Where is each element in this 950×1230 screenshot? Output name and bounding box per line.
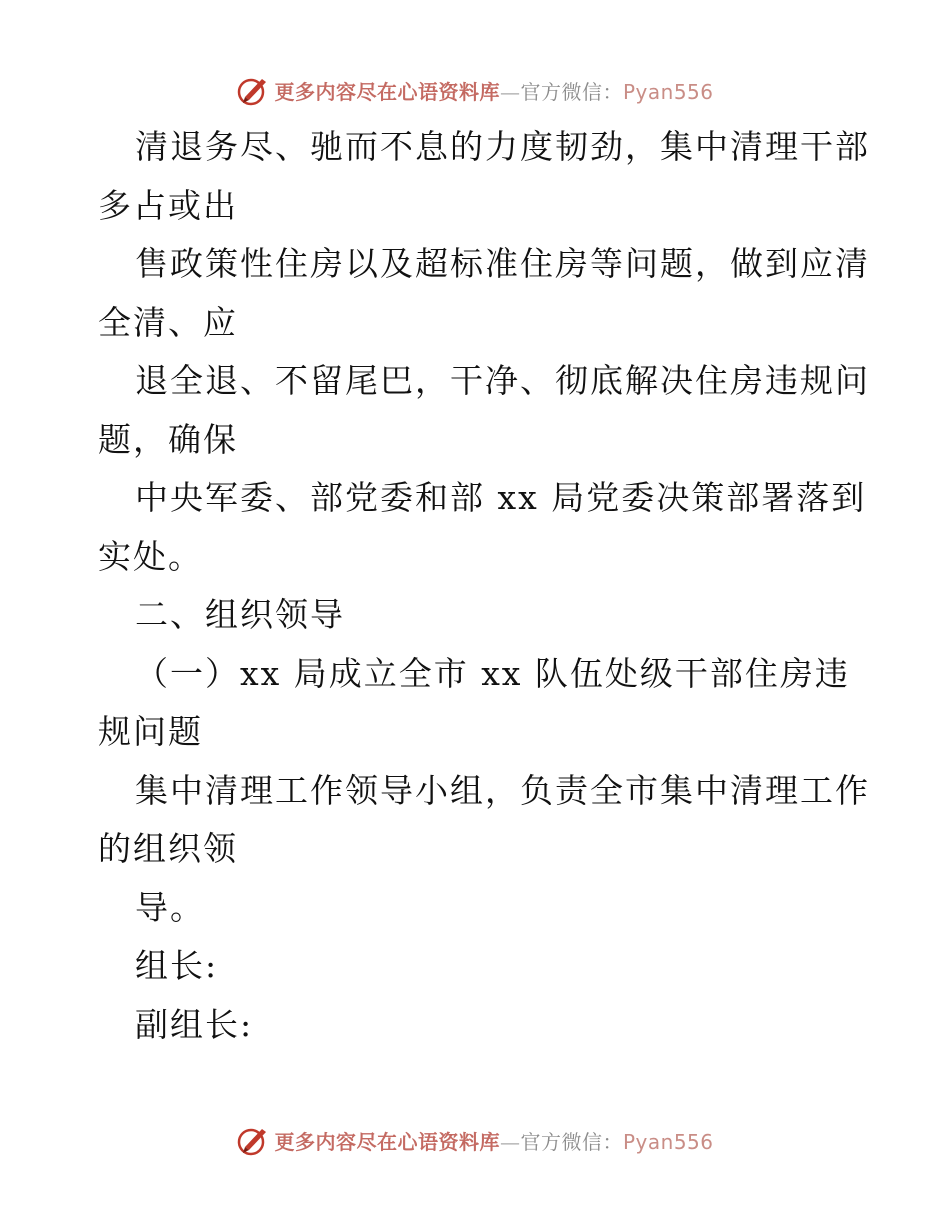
body-line: 多占或出 xyxy=(98,185,238,225)
body-line: 规问题 xyxy=(98,712,203,751)
footer-text xyxy=(274,1126,713,1155)
quill-pen-icon xyxy=(236,1123,270,1157)
body-line: 中央军委、部党委和部 xx 局党委决策部署落到 xyxy=(135,478,867,517)
body-line: 全清、应 xyxy=(98,302,238,342)
header-watermark xyxy=(0,70,950,110)
body-line: 实处。 xyxy=(98,536,203,576)
body-line: 集中清理工作领导小组，负责全市集中清理工作 xyxy=(135,770,870,810)
footer-dash: — xyxy=(499,1129,521,1154)
document-body xyxy=(98,118,870,1054)
leader-label: 组长: xyxy=(135,946,219,985)
body-line: 清退务尽、驰而不息的力度韧劲，集中清理干部 xyxy=(135,127,870,166)
header-text xyxy=(274,76,713,105)
header-label: 官方微信： xyxy=(520,79,623,104)
body-line: 退全退、不留尾巴，干净、彻底解决住房违规问 xyxy=(135,361,870,400)
body-line: 售政策性住房以及超标准住房等问题，做到应清 xyxy=(135,244,870,283)
footer-watermark xyxy=(0,1120,950,1160)
body-line: 题，确保 xyxy=(98,419,238,459)
subsection-heading: （一）xx 局成立全市 xx 队伍处级干部住房违 xyxy=(135,653,850,693)
header-wechat-id: Pyan556 xyxy=(622,79,714,104)
quill-pen-icon xyxy=(236,73,270,107)
footer-brand: 更多内容尽在心语资料库 xyxy=(274,1129,500,1154)
header-brand: 更多内容尽在心语资料库 xyxy=(274,79,500,104)
footer-wechat-id: Pyan556 xyxy=(622,1129,714,1154)
body-line: 的组织领 xyxy=(98,829,238,868)
footer-label: 官方微信： xyxy=(520,1129,623,1154)
deputy-leader-label: 副组长: xyxy=(135,1004,254,1044)
header-dash: — xyxy=(499,79,521,104)
section-heading: 二、组织领导 xyxy=(135,595,345,634)
body-line: 导。 xyxy=(135,887,205,927)
